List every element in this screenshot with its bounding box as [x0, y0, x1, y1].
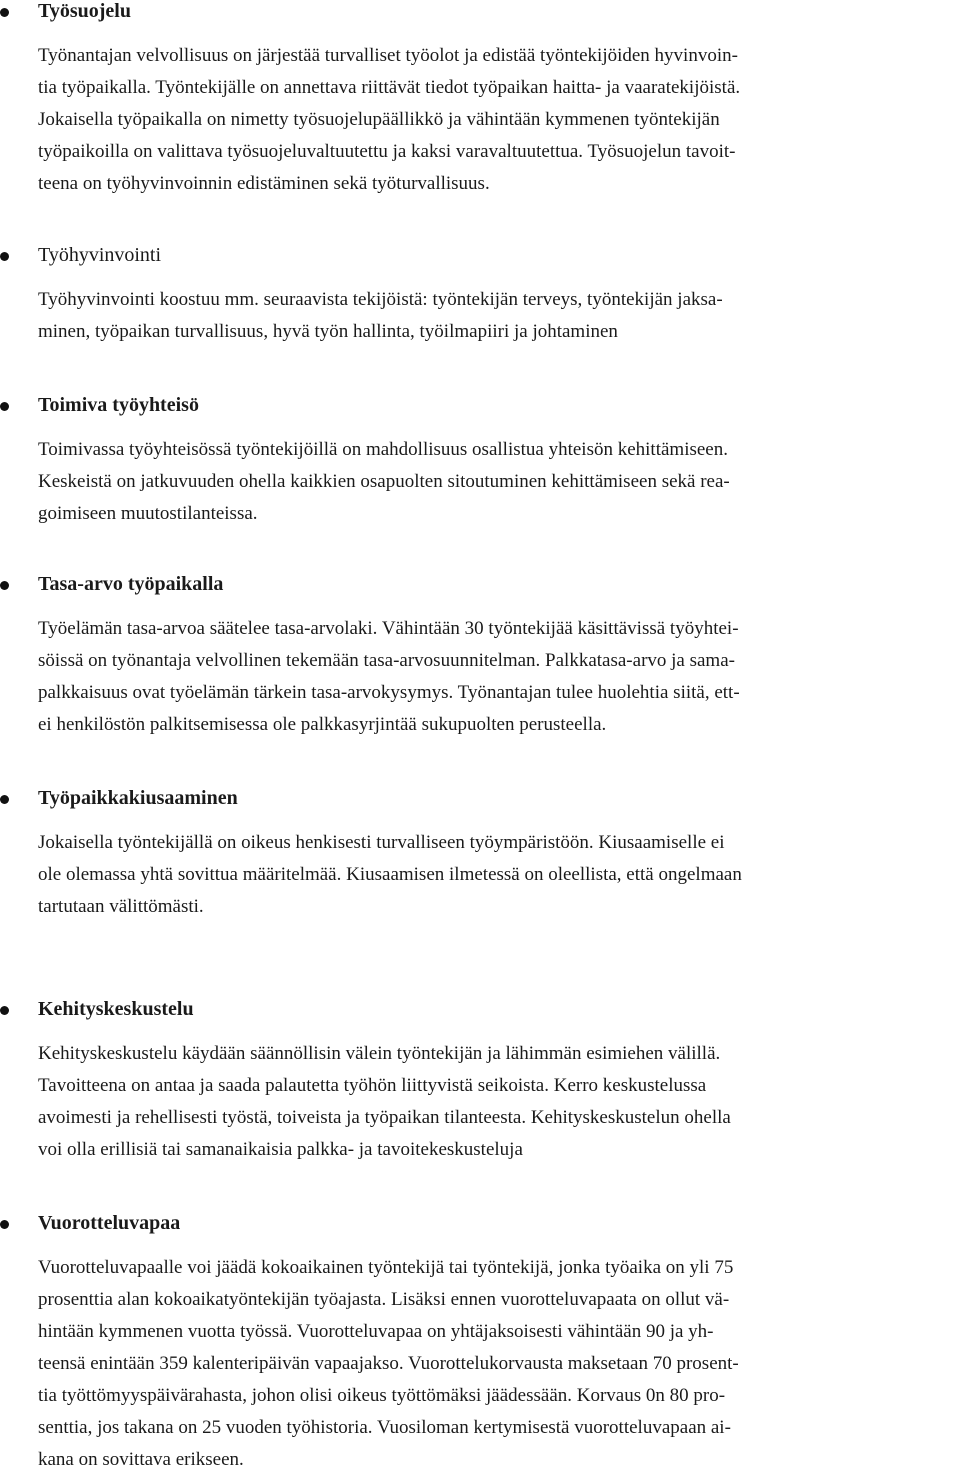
paragraph-line: prosenttia alan kokoaikatyöntekijän työajasta. Lisäksi ennen vuorotteluvapaata on ollut vä-	[38, 1289, 730, 1310]
paragraph-line: kana on sovittava erikseen.	[38, 1449, 244, 1470]
section-heading	[0, 998, 960, 1032]
heading-text: Toimiva työyhteisö	[38, 394, 199, 416]
paragraph-line: tia työpaikalla. Työntekijälle on annettava riittävät tiedot työpaikan haitta- ja vaaratekijöistä.	[38, 77, 741, 98]
section-tyopaikkakiusaaminen	[0, 787, 960, 923]
section-heading	[0, 1212, 960, 1246]
section-paragraph	[0, 1252, 922, 1476]
paragraph-line: teensä enintään 359 kalenteripäivän vapaajakso. Vuorottelukorvausta maksetaan 70 prosent-	[38, 1353, 739, 1374]
bullet-icon	[0, 252, 9, 261]
paragraph-line: goimiseen muutostilanteissa.	[38, 503, 258, 524]
section-tyosuojelu	[0, 0, 960, 200]
paragraph-line: tartutaan välittömästi.	[38, 896, 204, 917]
heading-text: Vuorotteluvapaa	[38, 1212, 181, 1234]
section-paragraph	[0, 434, 922, 530]
section-heading	[0, 787, 960, 821]
paragraph-line: söissä on työnantaja velvollinen tekemään tasa-arvosuunnitelman. Palkkatasa-arvo ja sama-	[38, 650, 735, 671]
paragraph-line: ole olemassa yhtä sovittua määritelmää. Kiusaamisen ilmetessä on oleellista, että ongelmaan	[38, 864, 742, 885]
bullet-icon	[0, 795, 9, 804]
paragraph-line: Työhyvinvointi koostuu mm. seuraavista tekijöistä: työntekijän terveys, työntekijän jaksa-	[38, 289, 723, 310]
section-heading	[0, 0, 960, 34]
paragraph-line: Työelämän tasa-arvoa säätelee tasa-arvolaki. Vähintään 30 työntekijää käsittävissä työyhtei-	[38, 618, 739, 639]
section-paragraph	[0, 284, 922, 348]
heading-text: Työsuojelu	[38, 0, 131, 22]
paragraph-line: hintään kymmenen vuotta työssä. Vuorotteluvapaa on yhtäjaksoisesti vähintään 90 ja yh-	[38, 1321, 714, 1342]
paragraph-line: työpaikoilla on valittava työsuojeluvaltuutettu ja kaksi varavaltuutettua. Työsuojelun tavoit-	[38, 141, 736, 162]
heading-text: Kehityskeskustelu	[38, 998, 194, 1020]
paragraph-line: Vuorotteluvapaalle voi jäädä kokoaikainen työntekijä tai työntekijä, jonka työaika on yli 75	[38, 1257, 734, 1278]
paragraph-line: palkkaisuus ovat työelämän tärkein tasa-arvokysymys. Työnantajan tulee huolehtia siitä, ett-	[38, 682, 740, 703]
paragraph-line: Jokaisella työntekijällä on oikeus henkisesti turvalliseen työympäristöön. Kiusaamiselle ei	[38, 832, 725, 853]
paragraph-line: Kehityskeskustelu käydään säännöllisin välein työntekijän ja lähimmän esimiehen välillä.	[38, 1043, 721, 1064]
section-paragraph	[0, 613, 922, 741]
section-toimiva-tyoyhteiso	[0, 394, 960, 530]
section-tasa-arvo	[0, 573, 960, 741]
heading-text: Tasa-arvo työpaikalla	[38, 573, 224, 595]
paragraph-line: Työnantajan velvollisuus on järjestää turvalliset työolot ja edistää työntekijöiden hyvinvoin-	[38, 45, 738, 66]
section-heading	[0, 573, 960, 607]
paragraph-line: senttia, jos takana on 25 vuoden työhistoria. Vuosiloman kertymisestä vuorotteluvapaan ai-	[38, 1417, 731, 1438]
paragraph-line: ei henkilöstön palkitsemisessa ole palkkasyrjintää sukupuolten perusteella.	[38, 714, 607, 735]
paragraph-line: avoimesti ja rehellisesti työstä, toiveista ja työpaikan tilanteesta. Kehityskeskustelun ohella	[38, 1107, 731, 1128]
paragraph-line: Tavoitteena on antaa ja saada palautetta työhön liittyvistä seikoista. Kerro keskustelussa	[38, 1075, 707, 1096]
bullet-icon	[0, 581, 9, 590]
heading-text: Työpaikkakiusaaminen	[38, 787, 238, 809]
section-heading	[0, 244, 960, 278]
paragraph-line: Jokaisella työpaikalla on nimetty työsuojelupäällikkö ja vähintään kymmenen työntekijän	[38, 109, 720, 130]
bullet-icon	[0, 1006, 9, 1015]
section-kehityskeskustelu	[0, 998, 960, 1166]
section-heading	[0, 394, 960, 428]
bullet-icon	[0, 402, 9, 411]
section-vuorotteluvapaa	[0, 1212, 960, 1476]
heading-text: Työhyvinvointi	[38, 244, 162, 266]
paragraph-line: teena on työhyvinvoinnin edistäminen sekä työturvallisuus.	[38, 173, 490, 194]
section-tyohyvinvointi	[0, 244, 960, 348]
section-paragraph	[0, 827, 922, 923]
section-paragraph	[0, 1038, 922, 1166]
paragraph-line: Keskeistä on jatkuvuuden ohella kaikkien osapuolten sitoutuminen kehittämiseen sekä rea-	[38, 471, 730, 492]
section-paragraph	[0, 40, 922, 200]
paragraph-line: voi olla erillisiä tai samanaikaisia palkka- ja tavoitekeskusteluja	[38, 1139, 523, 1160]
paragraph-line: minen, työpaikan turvallisuus, hyvä työn hallinta, työilmapiiri ja johtaminen	[38, 321, 618, 342]
bullet-icon	[0, 8, 9, 17]
paragraph-line: Toimivassa työyhteisössä työntekijöillä on mahdollisuus osallistua yhteisön kehittämiseen.	[38, 439, 728, 460]
bullet-icon	[0, 1220, 9, 1229]
paragraph-line: tia työttömyyspäivärahasta, johon olisi oikeus työttömäksi jäädessään. Korvaus 0n 80 pro-	[38, 1385, 726, 1406]
